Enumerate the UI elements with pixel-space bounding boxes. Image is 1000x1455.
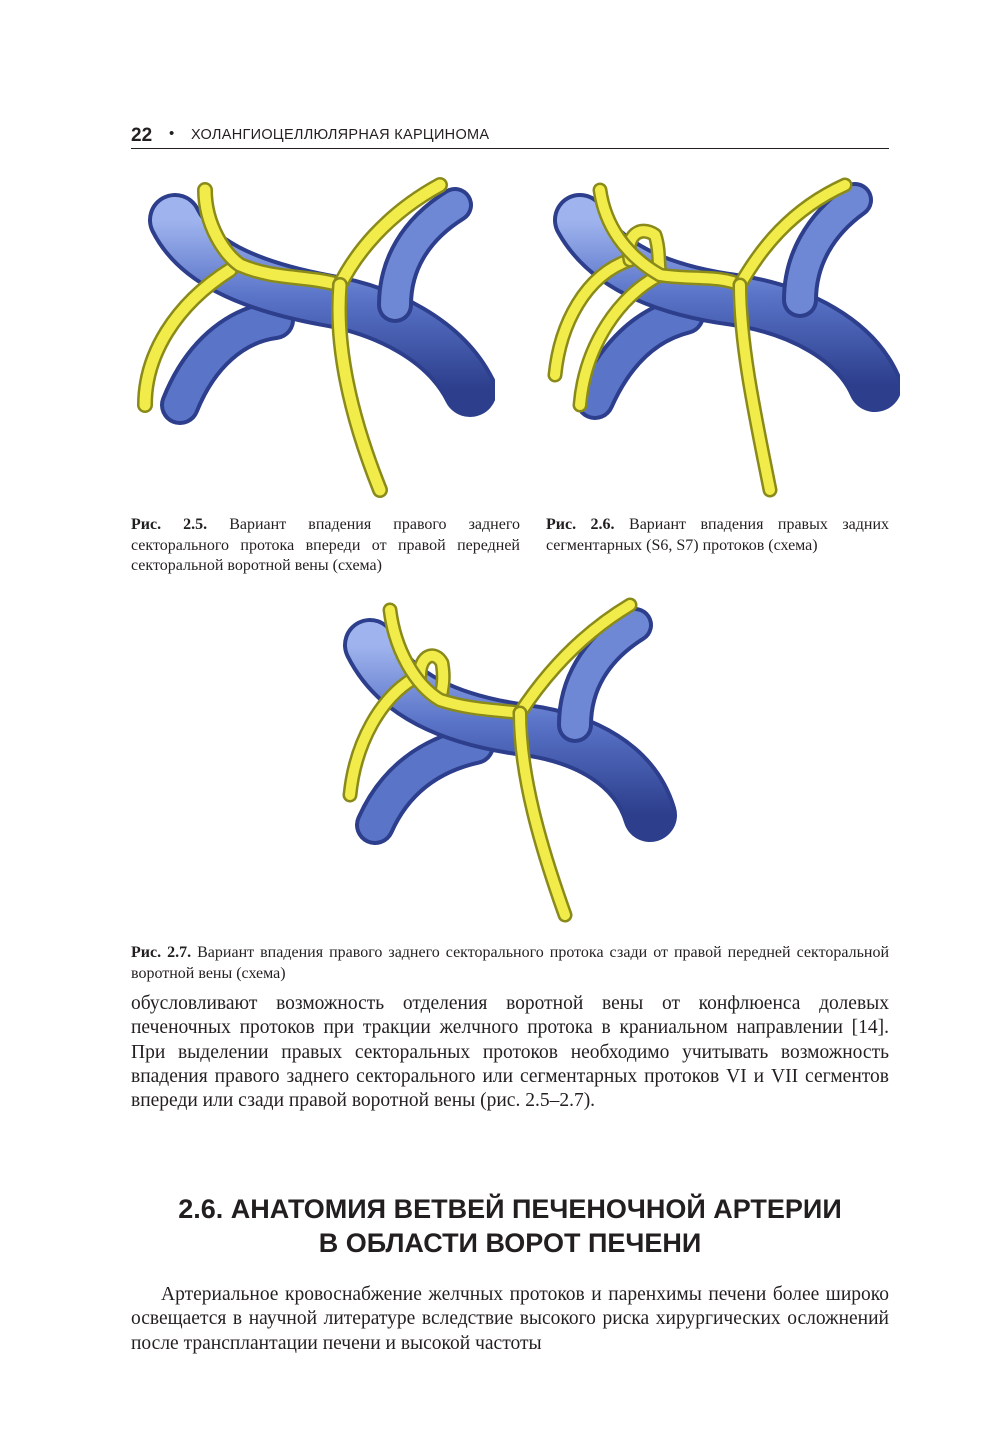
figure-2-5-label: Рис. 2.5. [131, 516, 208, 533]
header-bullet: • [169, 125, 175, 142]
section-heading-line-2: В ОБЛАСТИ ВОРОТ ПЕЧЕНИ [318, 1228, 702, 1258]
figure-2-7-diagram [330, 595, 680, 925]
figure-2-7-caption-text: Вариант впадения правого заднего секторального протока сзади от правой передней секторальной воротной вены (схема) [131, 944, 890, 982]
figure-2-7-label: Рис. 2.7. [131, 944, 192, 961]
figure-2-5-caption-text: Вариант впадения правого заднего секторального протока впереди от правой передней секторальной воротной вены (схема) [131, 516, 520, 574]
figure-2-5-caption [131, 515, 520, 577]
figure-2-5-diagram [125, 175, 495, 505]
figure-2-6-caption [546, 515, 889, 556]
page-number: 22 [131, 125, 153, 146]
figure-2-6-image [540, 175, 900, 505]
figure-2-7-image [330, 595, 680, 925]
figure-2-7-caption [131, 943, 889, 984]
figure-2-6-label: Рис. 2.6. [546, 516, 615, 533]
section-heading-line-1: 2.6. АНАТОМИЯ ВЕТВЕЙ ПЕЧЕНОЧНОЙ АРТЕРИИ [178, 1194, 842, 1224]
paragraph-1: обусловливают возможность отделения воротной вены от конфлюенса долевых печеночных протоков при тракции желчного протока в краниальном направлении [14]. При выделении правых секторальных протоков необходимо учитывать возможность впадения правого заднего секторального или сегментарных протоков VI и VII сегментов впереди или сзади правой воротной вены (рис. 2.5–2.7). [131, 993, 889, 1112]
figure-2-6-diagram [540, 175, 900, 505]
figure-2-5-image [125, 175, 495, 505]
figure-2-6-caption-text: Вариант впадения правых задних сегментарных (S6, S7) протоков (схема) [546, 516, 890, 554]
paragraph-2: Артериальное кровоснабжение желчных протоков и паренхимы печени более широко освещается в научной литературе вследствие высокого риска хирургических осложнений после трансплантации печени и высокой частоты [131, 1284, 889, 1354]
running-header [131, 122, 889, 149]
running-title: ХОЛАНГИОЦЕЛЛЮЛЯРНАЯ КАРЦИНОМА [191, 127, 490, 143]
section-heading [131, 1192, 889, 1260]
